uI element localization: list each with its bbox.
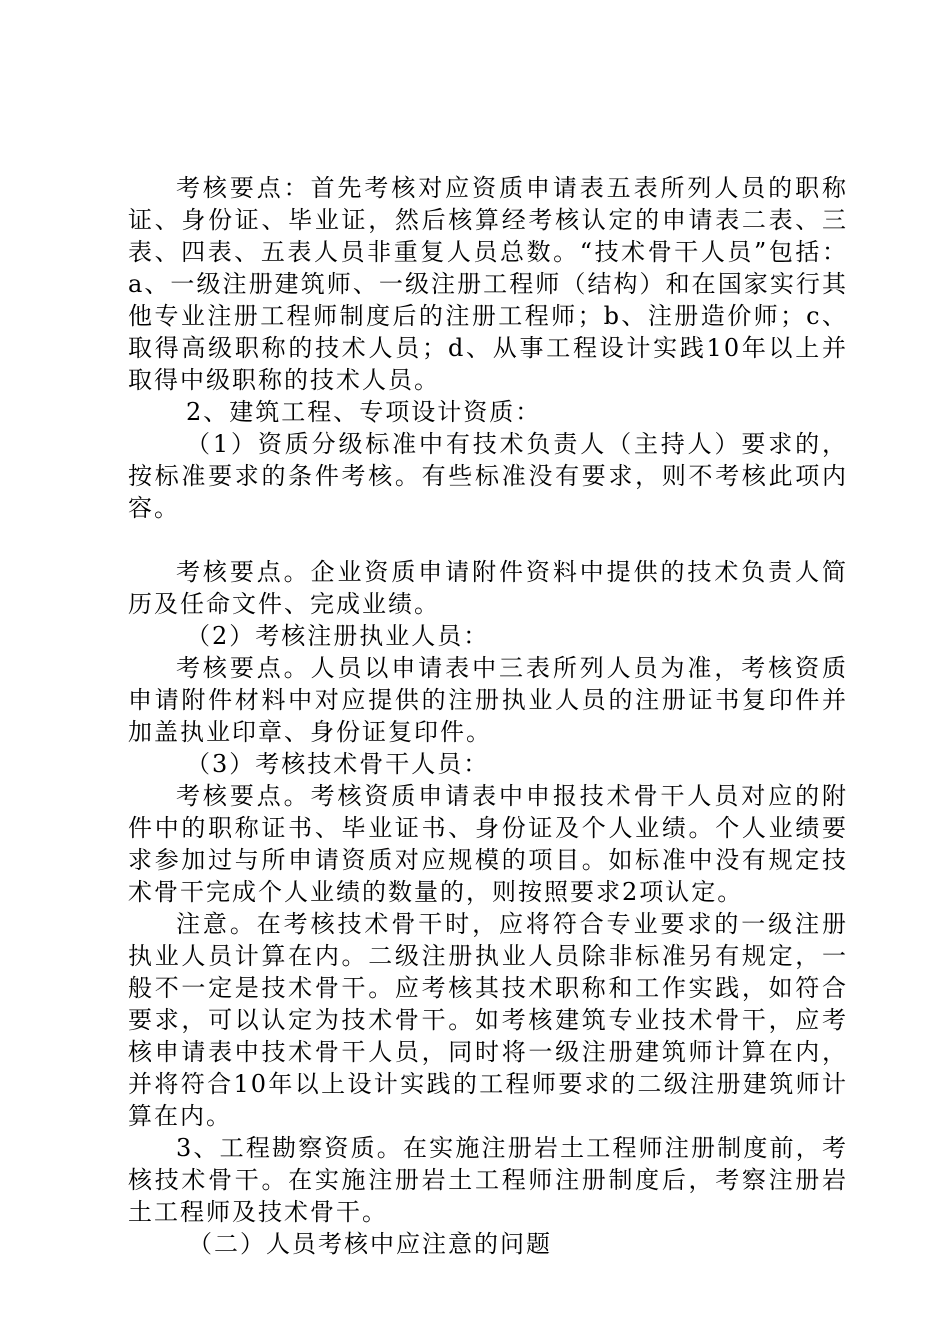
- paragraph-subsection-heading: （二）人员考核中应注意的问题: [188, 1230, 552, 1258]
- paragraph-key-points-tech-lead: 考核要点。企业资质申请附件资料中提供的技术负责人简历及任命文件、完成业绩。: [128, 558, 848, 618]
- paragraph-gap: [128, 524, 848, 556]
- paragraph-key-points-backbone: 考核要点。考核资质申请表中申报技术骨干人员对应的附件中的职称证书、毕业证书、身份证及个人业绩。个人业绩要求参加过与所申请资质对应规模的项目。如标准中没有规定技术骨干完成个人业绩的数量的，则按照要求2项认定。: [128, 782, 848, 906]
- paragraph-key-points-qualification: 考核要点：首先考核对应资质申请表五表所列人员的职称证、身份证、毕业证，然后核算经考核认定的申请表二表、三表、四表、五表人员非重复人员总数。“技术骨干人员”包括：a、一级注册建筑师、一级注册工程师（结构）和在国家实行其他专业注册工程师制度后的注册工程师；b、注册造价师；c、取得高级职称的技术人员；d、从事工程设计实践10年以上并取得中级职称的技术人员。: [128, 174, 848, 394]
- paragraph-item-3: （3）考核技术骨干人员：: [186, 750, 490, 778]
- paragraph-item-2: （2）考核注册执业人员：: [186, 622, 490, 650]
- paragraph-section-3: 3、工程勘察资质。在实施注册岩土工程师注册制度前，考核技术骨干。在实施注册岩土工程师注册制度后，考察注册岩土工程师及技术骨干。: [128, 1134, 848, 1226]
- paragraph-key-points-registered: 考核要点。人员以申请表中三表所列人员为准，考核资质申请附件材料中对应提供的注册执业人员的注册证书复印件并加盖执业印章、身份证复印件。: [128, 654, 848, 746]
- paragraph-section-2-heading: 2、建筑工程、专项设计资质：: [186, 398, 542, 426]
- paragraph-note: 注意。在考核技术骨干时，应将符合专业要求的一级注册执业人员计算在内。二级注册执业人员除非标准另有规定，一般不一定是技术骨干。应考核其技术职称和工作实践，如符合要求，可以认定为技术骨干。如考核建筑专业技术骨干，应考核申请表中技术骨干人员，同时将一级注册建筑师计算在内，并将符合10年以上设计实践的工程师要求的二级注册建筑师计算在内。: [128, 910, 848, 1130]
- document-body: [128, 172, 848, 1260]
- paragraph-item-1: （1）资质分级标准中有技术负责人（主持人）要求的，按标准要求的条件考核。有些标准没有要求，则不考核此项内容。: [128, 430, 848, 522]
